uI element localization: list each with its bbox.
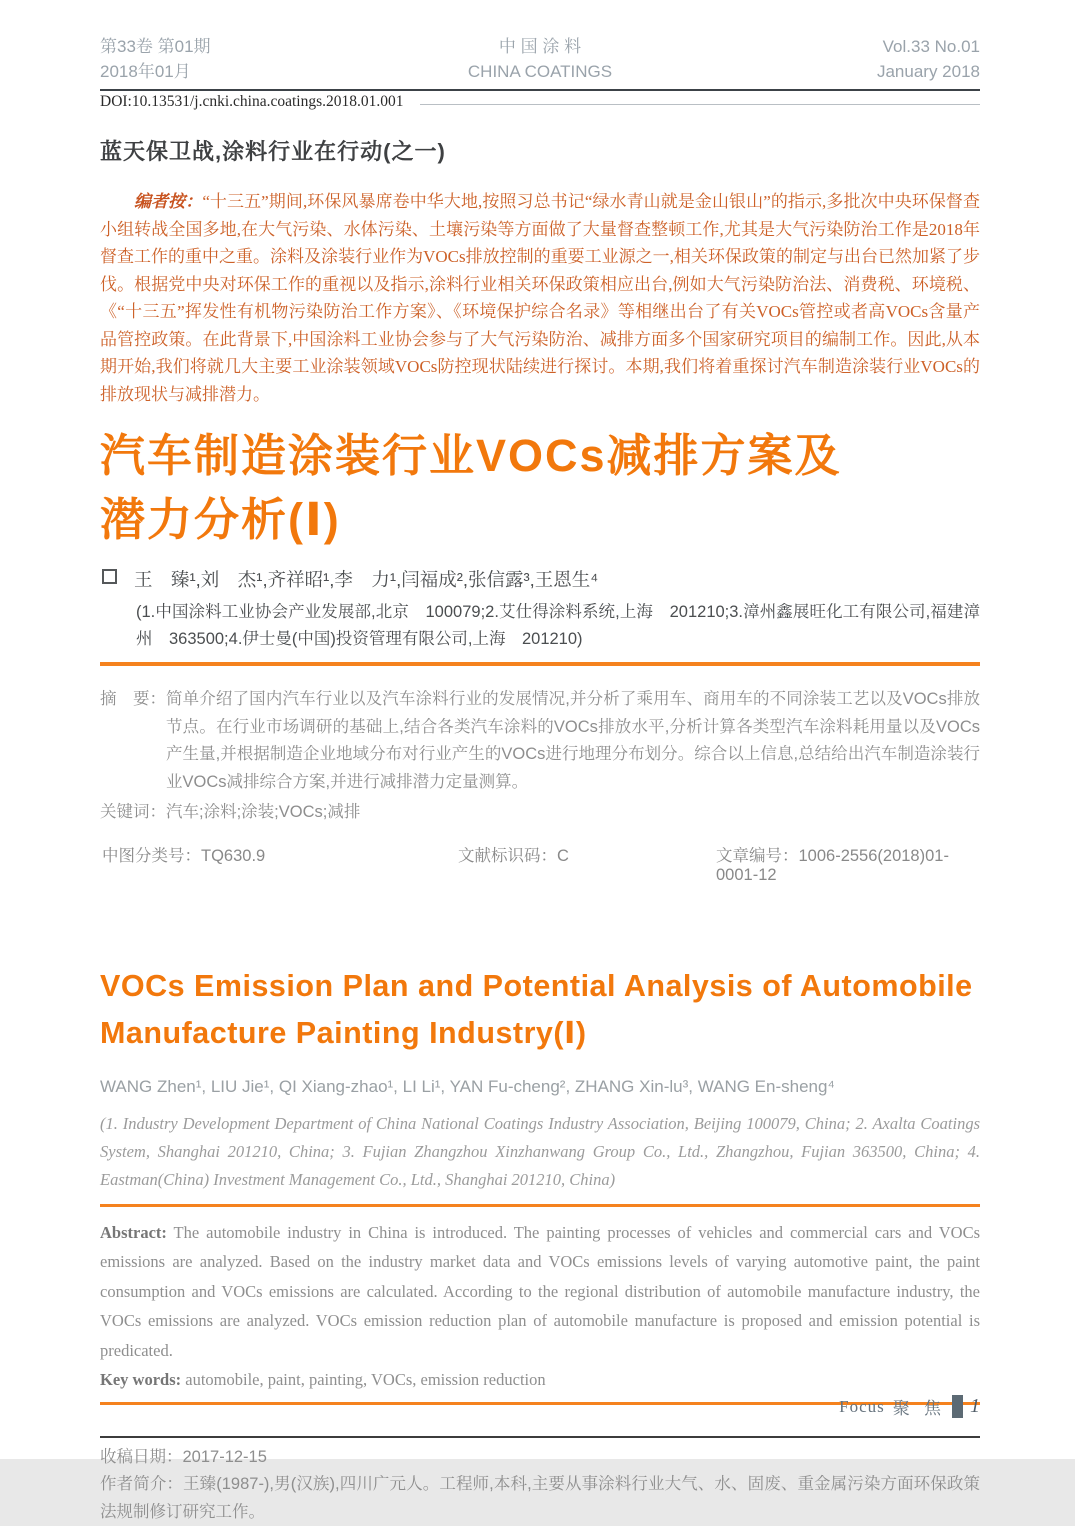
doi-row xyxy=(100,93,980,111)
orange-divider-middle xyxy=(100,1204,980,1207)
classification-row xyxy=(100,842,980,885)
header-divider xyxy=(100,89,980,91)
document-code xyxy=(458,842,716,885)
abstract-en-label: Abstract: xyxy=(100,1223,167,1242)
article-title-cn xyxy=(100,424,980,552)
footnotes xyxy=(100,1444,980,1526)
abstract-en xyxy=(100,1218,980,1366)
author-bio-label: 作者简介： xyxy=(100,1475,183,1493)
abstract-cn-label: 摘 要： xyxy=(100,686,166,714)
volume-line-en: Vol.33 No.01 xyxy=(750,34,980,59)
authors-en: WANG Zhen¹, LIU Jie¹, QI Xiang-zhao¹, LI Li¹, YAN Fu-cheng², ZHANG Xin-lu³, WANG En-sheng⁴ xyxy=(100,1077,980,1097)
editor-note xyxy=(100,188,980,408)
affiliations-en: (1. Industry Development Department of China National Coatings Industry Association, Beijing 100079, China; 2. Axalta Coatings System, Shanghai 201210, China; 3. Fujian Zhangzhou Xinzhanwang Group Co., Ltd., Zhangzhou, Fujian 363500, China; 4. Eastman(China) Investment Management Co., Ltd., Shanghai 201210, China) xyxy=(100,1110,980,1194)
doi-divider xyxy=(420,104,981,105)
received-date-row xyxy=(100,1444,980,1472)
keywords-en-label: Key words: xyxy=(100,1370,181,1389)
article-title-en-line2: Manufacture Painting Industry(Ⅰ) xyxy=(100,1010,980,1057)
keywords-cn-label: 关键词： xyxy=(100,799,166,827)
editor-note-label: 编者按： xyxy=(134,192,202,211)
column-title: 蓝天保卫战,涂料行业在行动(之一) xyxy=(100,135,980,166)
doc-code-value: C xyxy=(557,847,569,865)
affiliations-cn: (1.中国涂料工业协会产业发展部,北京 100079;2.艾仕得涂料系统,上海 201210;3.漳州鑫展旺化工有限公司,福建漳州 363500;4.伊士曼(中国)投资管理有限公司,上海 201210) xyxy=(100,599,980,653)
article-id-value: 1006-2556(2018)01-0001-12 xyxy=(716,847,949,884)
editor-note-text: “十三五”期间,环保风暴席卷中华大地,按照习总书记“绿水青山就是金山银山”的指示,多批次中央环保督查小组转战全国多地,在大气污染、水体污染、土壤污染等方面做了大量督查整顿工作,尤其是大气污染防治工作是2018年督查工作的重中之重。涂料及涂装行业作为VOCs排放控制的重要工业源之一,相关环保政策的制定与出台已然加紧了步伐。根据党中央对环保工作的重视以及指示,涂料行业相关环保政策相应出台,例如大气污染防治法、消费税、环境税、《“十三五”挥发性有机物污染防治工作方案》、《环境保护综合名录》等相继出台了有关VOCs管控或者高VOCs含量产品管控政策。在此背景下,中国涂料工业协会参与了大气污染防治、减排方面多个国家研究项目的编制工作。因此,从本期开始,我们将就几大主要工业涂装领域VOCs防控现状陆续进行探讨。本期,我们将着重探讨汽车制造涂装行业VOCs的排放现状与减排潜力。 xyxy=(100,192,980,404)
doc-code-label: 文献标识码： xyxy=(458,847,557,865)
clc-number xyxy=(102,842,458,885)
authors-cn: 王 臻¹,刘 杰¹,齐祥昭¹,李 力¹,闫福成²,张信露³,王恩生⁴ xyxy=(134,566,598,592)
received-date-value: 2017-12-15 xyxy=(183,1448,267,1466)
date-line-en: January 2018 xyxy=(750,59,980,84)
author-bio-text: 王臻(1987-),男(汉族),四川广元人。工程师,本科,主要从事涂料行业大气、水、固废、重金属污染方面环保政策法规制修订研究工作。 xyxy=(100,1475,980,1521)
footnote-divider xyxy=(100,1436,980,1438)
footer-section-en: Focus xyxy=(839,1397,885,1417)
abstract-cn-text: 简单介绍了国内汽车行业以及汽车涂料行业的发展情况,并分析了乘用车、商用车的不同涂装工艺以及VOCs排放节点。在行业市场调研的基础上,结合各类汽车涂料的VOCs排放水平,分析计算各类型汽车涂料耗用量以及VOCs产生量,并根据制造企业地域分布对行业产生的VOCs进行地理分布划分。综合以上信息,总结给出汽车制造涂装行业VOCs减排综合方案,并进行减排潜力定量测算。 xyxy=(166,686,980,796)
date-line-cn: 2018年01月 xyxy=(100,59,330,84)
keywords-cn-row xyxy=(100,799,980,827)
footer-bar-icon xyxy=(952,1395,963,1418)
keywords-en-row xyxy=(100,1365,980,1395)
keywords-en-text: automobile, paint, painting, VOCs, emission reduction xyxy=(181,1370,546,1389)
authors-cn-row xyxy=(100,566,980,592)
abstract-en-text: The automobile industry in China is introduced. The painting processes of vehicles and commercial cars and VOCs emissions are analyzed. Based on the industry market data and VOCs emissions levels of varying automotive paint, the paint consumption and VOCs emissions are calculated. According to the regional distribution of automobile manufacture industry, the VOCs emissions are analyzed. VOCs emission reduction plan of automobile manufacture is proposed and emission potential is predicated. xyxy=(100,1223,980,1360)
article-id-label: 文章编号： xyxy=(716,847,799,865)
page-number: 1 xyxy=(970,1395,980,1418)
masthead-journal-name xyxy=(330,34,750,84)
footer-section-cn: 聚 焦 xyxy=(893,1394,946,1419)
doi-text: DOI:10.13531/j.cnki.china.coatings.2018.01.001 xyxy=(100,93,404,111)
author-bio-row xyxy=(100,1471,980,1526)
open-square-icon xyxy=(102,569,117,584)
clc-value: TQ630.9 xyxy=(201,847,265,865)
keywords-cn-text: 汽车;涂料;涂装;VOCs;减排 xyxy=(166,799,980,827)
journal-name-en: CHINA COATINGS xyxy=(330,59,750,84)
abstract-cn-row xyxy=(100,686,980,796)
article-title-cn-line2: 潜力分析(Ⅰ) xyxy=(100,488,980,552)
page-footer xyxy=(839,1394,980,1419)
article-title-en-line1: VOCs Emission Plan and Potential Analysis of Automobile xyxy=(100,963,980,1010)
page-content xyxy=(100,0,980,1526)
masthead-issue-cn xyxy=(100,34,330,84)
clc-label: 中图分类号： xyxy=(102,847,201,865)
masthead-issue-en xyxy=(750,34,980,84)
journal-name-cn: 中 国 涂 料 xyxy=(330,34,750,59)
journal-masthead xyxy=(100,0,980,84)
article-title-cn-line1: 汽车制造涂装行业VOCs减排方案及 xyxy=(100,424,980,488)
orange-divider-top xyxy=(100,662,980,666)
issue-line-cn: 第33卷 第01期 xyxy=(100,34,330,59)
article-title-en xyxy=(100,963,980,1057)
received-date-label: 收稿日期： xyxy=(100,1448,183,1466)
article-id xyxy=(716,842,980,885)
